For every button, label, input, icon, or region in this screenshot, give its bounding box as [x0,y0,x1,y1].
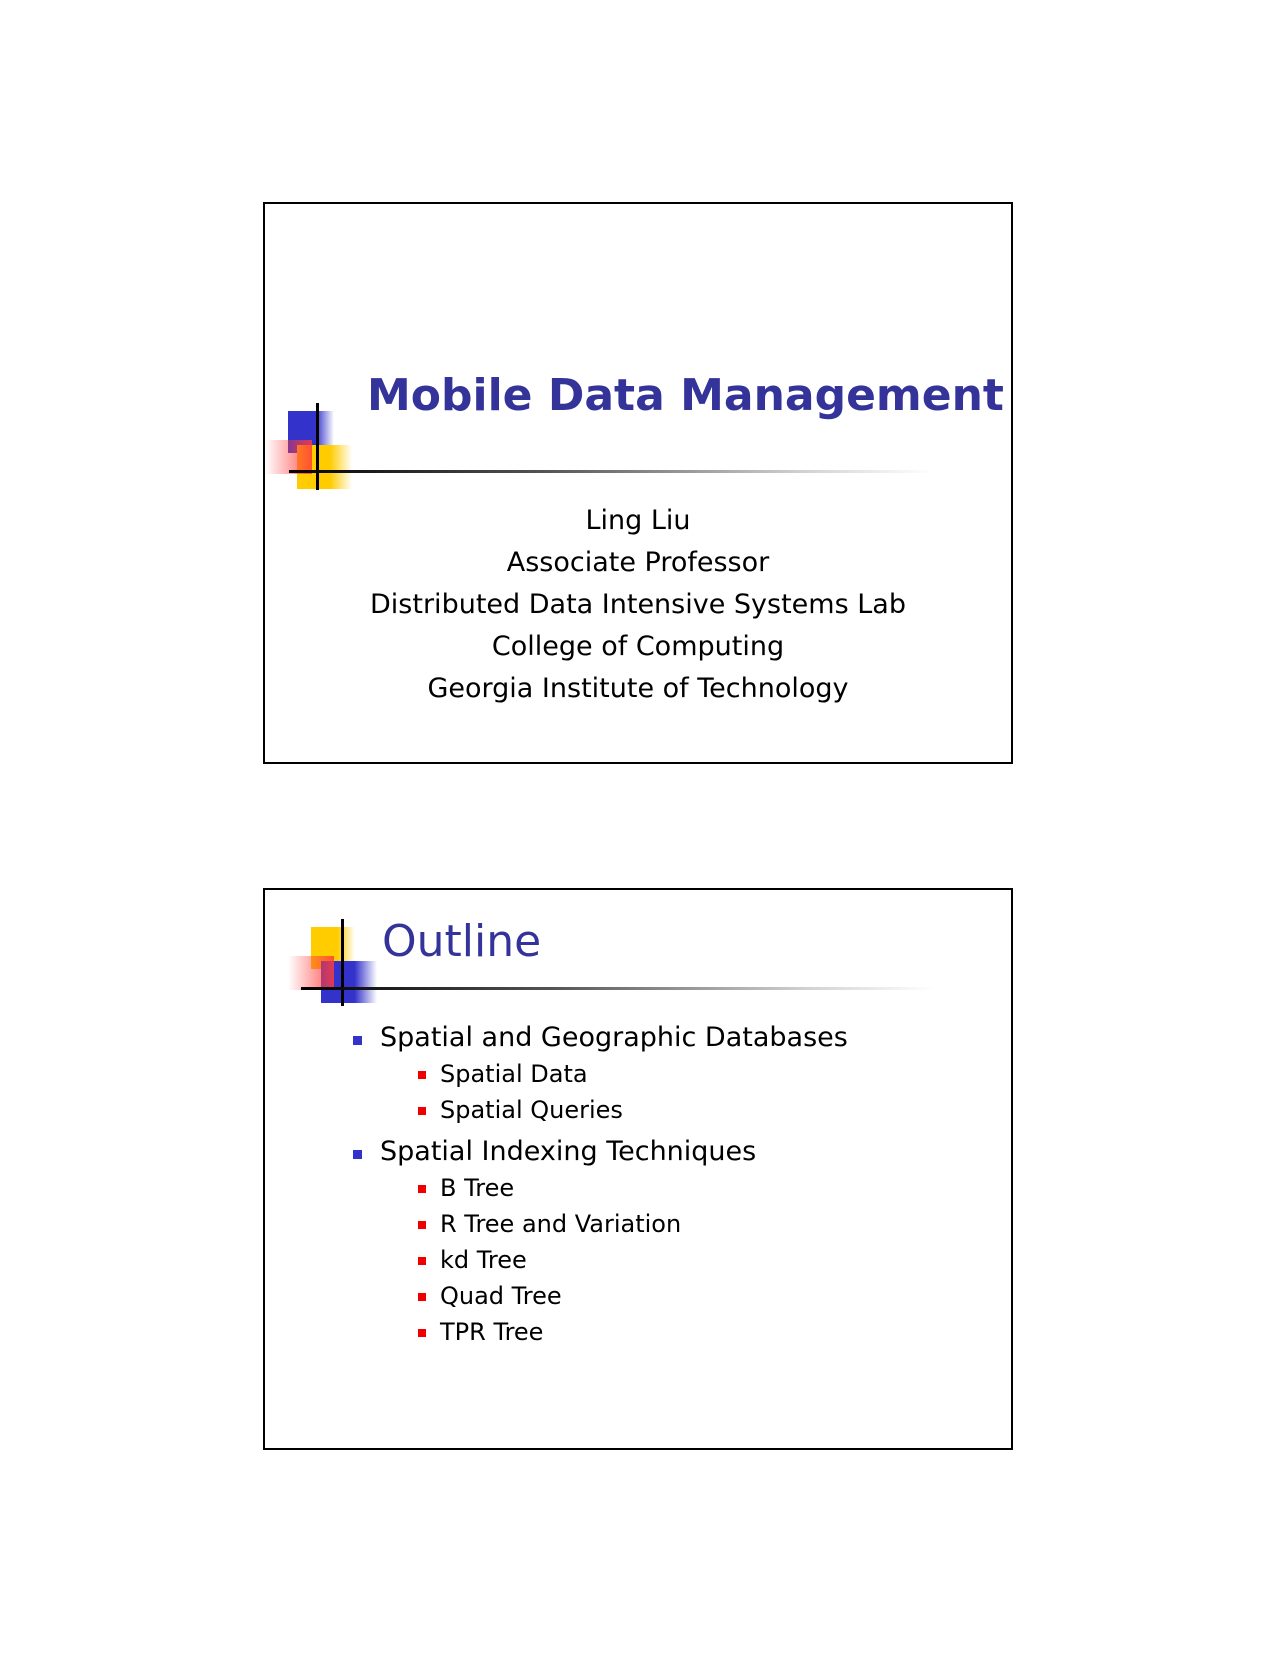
sub-item-label: kd Tree [440,1246,527,1274]
sub-list [380,1056,848,1128]
outline-list [353,1020,848,1350]
outline-item [353,1020,848,1128]
square-bullet-icon [418,1221,426,1229]
sub-item-label: B Tree [440,1174,515,1202]
slide-outline [263,888,1013,1450]
author-institution: Georgia Institute of Technology [427,673,849,704]
red-square-decoration [265,440,312,474]
square-bullet-icon [418,1107,426,1115]
title-underline [301,987,935,990]
square-bullet-icon [418,1257,426,1265]
sub-item-label: Quad Tree [440,1282,562,1310]
title-underline [289,470,933,473]
sub-item-label: Spatial Queries [440,1096,623,1124]
red-square-decoration [288,956,334,990]
square-bullet-icon [418,1329,426,1337]
vertical-line-decoration [341,919,344,1006]
square-bullet-icon [418,1293,426,1301]
slide-title-text: Mobile Data Management [367,370,1004,421]
author-position: Associate Professor [506,547,770,578]
sub-item [380,1242,848,1278]
author-name: Ling Liu [585,505,691,536]
sub-item [380,1092,848,1128]
author-lab: Distributed Data Intensive Systems Lab [370,589,906,620]
slide-title-text: Outline [382,916,542,967]
sub-item [380,1206,848,1242]
outline-item-label: Spatial and Geographic Databases [380,1022,848,1053]
sub-item-label: R Tree and Variation [440,1210,682,1238]
square-bullet-icon [418,1185,426,1193]
sub-item [380,1056,848,1092]
square-bullet-icon [353,1150,362,1159]
vertical-line-decoration [316,403,319,490]
sub-item [380,1314,848,1350]
author-college: College of Computing [491,631,785,662]
outline-item [353,1134,848,1350]
sub-list [380,1170,848,1350]
outline-item-label: Spatial Indexing Techniques [380,1136,757,1167]
sub-item [380,1170,848,1206]
square-bullet-icon [418,1071,426,1079]
author-block [265,500,1011,710]
sub-item-label: Spatial Data [440,1060,588,1088]
square-bullet-icon [353,1036,362,1045]
slide-title [263,202,1013,764]
sub-item-label: TPR Tree [440,1318,544,1346]
sub-item [380,1278,848,1314]
